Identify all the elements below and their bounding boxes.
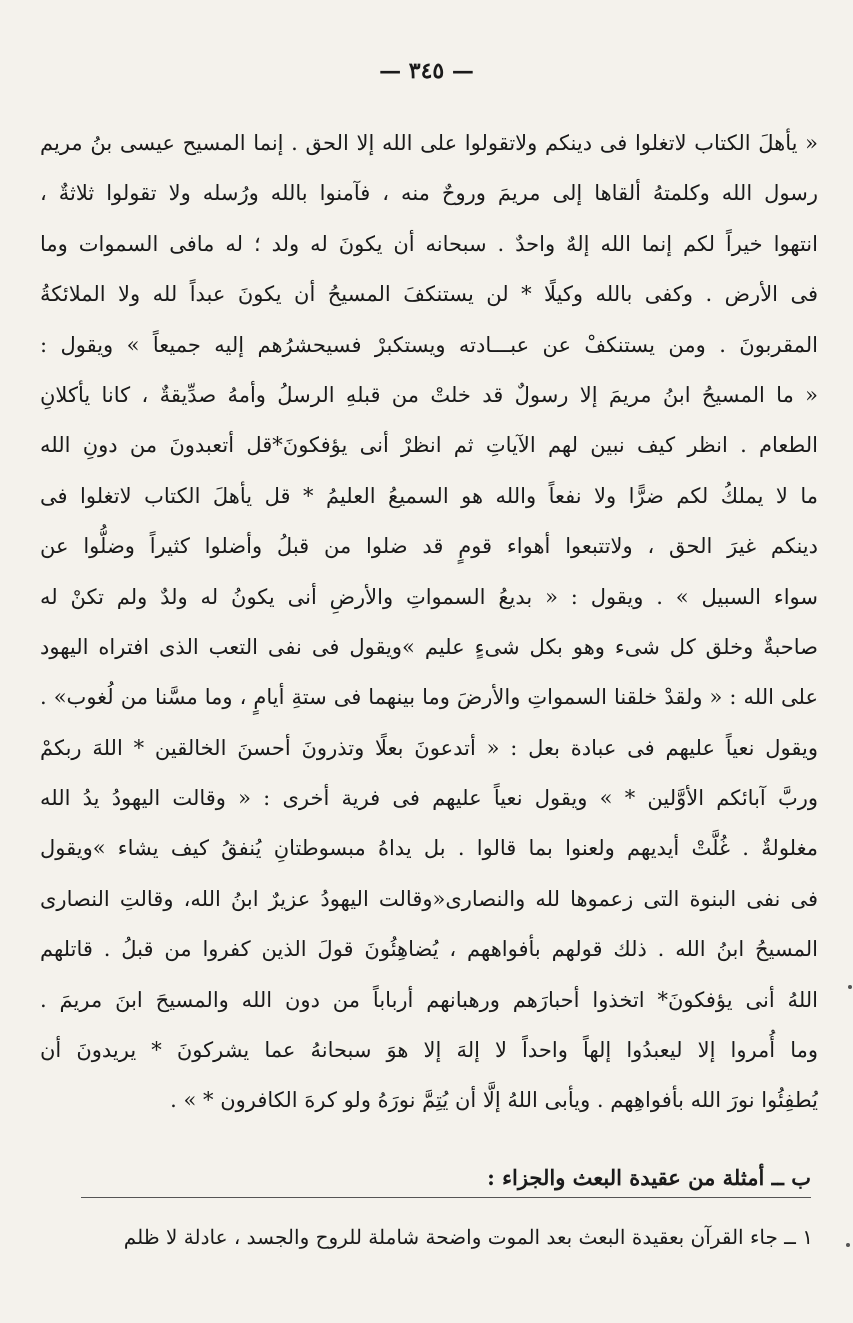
text-line: اللهُ أنى يؤفكونَ* اتخذوا أحبارَهم ورهبانهم أرباباً من دون الله والمسيحَ ابنَ مريمَ . <box>40 987 818 1012</box>
page-number: — ٣٤٥ — <box>379 58 474 84</box>
text-line: المقربونَ . ومن يستنكفْ عن عبـــادته ويستكبرْ فسيحشرُهم إليه جميعاً » ويقول : <box>40 332 818 357</box>
text-line: صاحبةٌ وخلق كل شىء وهو بكل شىءٍ عليم »ويقول فى نفى التعب الذى افتراه اليهود <box>40 634 818 659</box>
text-line: « يأهلَ الكتاب لاتغلوا فى دينكم ولاتقولوا على الله إلا الحق . إنما المسيح عيسى بنُ مريم <box>40 131 818 155</box>
text-line: يُطفِئُوا نورَ الله بأفواهِهم . ويأبى اللهُ إلَّا أن يُتِمَّ نورَهُ ولو كرهَ الكافرون * » . <box>170 1088 818 1113</box>
scan-speck-mark <box>846 1243 850 1247</box>
text-line: وربَّ آبائكم الأوَّلين * » ويقول نعياً عليهم فى فرية أخرى : « وقالت اليهودُ يدُ الله <box>40 786 818 811</box>
text-line: سواء السبيل » . ويقول : « بديعُ السمواتِ والأرضِ أنى يكونُ له ولدٌ ولم تكنْ له <box>40 584 818 609</box>
scan-speck-mark <box>848 985 852 989</box>
text-line: « ما المسيحُ ابنُ مريمَ إلا رسولٌ قد خلتْ من قبلهِ الرسلُ وأمهُ صدِّيقةٌ ، كانا يأكلانِ <box>40 382 818 407</box>
text-line: فى نفى البنوة التى زعموها لله والنصارى«وقالت اليهودُ عزيرٌ ابنُ الله، وقالتِ النصارى <box>40 886 818 911</box>
footnote-line: ١ ــ جاء القرآن بعقيدة البعث بعد الموت واضحة شاملة للروح والجسد ، عادلة لا ظلم <box>123 1225 813 1249</box>
text-line: ويقول نعياً عليهم فى عبادة بعل : « أتدعونَ بعلًا وتذرونَ أحسنَ الخالقين * اللهَ ربكمْ <box>40 735 818 760</box>
text-line: مغلولةٌ . غُلَّتْ أيديهم ولعنوا بما قالوا . بل يداهُ مبسوطتانِ يُنفقُ كيف يشاء »ويقول <box>40 836 818 861</box>
section-heading: ب ــ أمثلة من عقيدة البعث والجزاء : <box>487 1165 811 1190</box>
text-line: انتهوا خيراً لكم إنما الله إلهٌ واحدٌ . سبحانه أن يكونَ له ولد ؛ له مافى السموات وما <box>40 231 818 256</box>
text-line: الطعام . انظر كيف نبين لهم الآياتِ ثم انظرْ أنى يؤفكونَ*قل أتعبدونَ من دونِ الله <box>40 433 818 458</box>
text-line: وما أُمروا إلا ليعبدُوا إلهاً واحداً لا إلهَ إلا هوَ سبحانهُ عما يشركونَ * يريدونَ أن <box>40 1038 818 1063</box>
text-line: المسيحُ ابنُ الله . ذلك قولهم بأفواههم ، يُضاهِئُونَ قولَ الذين كفروا من قبلُ . قاتلهم <box>40 937 818 962</box>
text-line: دينكم غيرَ الحق ، ولاتتبعوا أهواء قومٍ قد ضلوا من قبلُ وأضلوا كثيراً وضلُّوا عن <box>40 534 818 559</box>
text-line: ما لا يملكُ لكم ضرًّا ولا نفعاً والله هو السميعُ العليمُ * قل يأهلَ الكتاب لاتغلوا فى <box>40 483 818 508</box>
body-text <box>40 118 818 1126</box>
text-line: رسول الله وكلمتهُ ألقاها إلى مريمَ وروحٌ منه ، فآمنوا بالله ورُسله ولا تقولوا ثلاثةٌ ، <box>40 181 818 206</box>
text-line: على الله : « ولقدْ خلقنا السمواتِ والأرضَ وما بينهما فى ستةِ أيامٍ ، وما مسَّنا من لُغوب» . <box>40 685 818 710</box>
footnote-divider <box>81 1197 811 1198</box>
text-line: فى الأرض . وكفى بالله وكيلًا * لن يستنكفَ المسيحُ أن يكونَ عبداً لله ولا الملائكةُ <box>40 282 818 307</box>
